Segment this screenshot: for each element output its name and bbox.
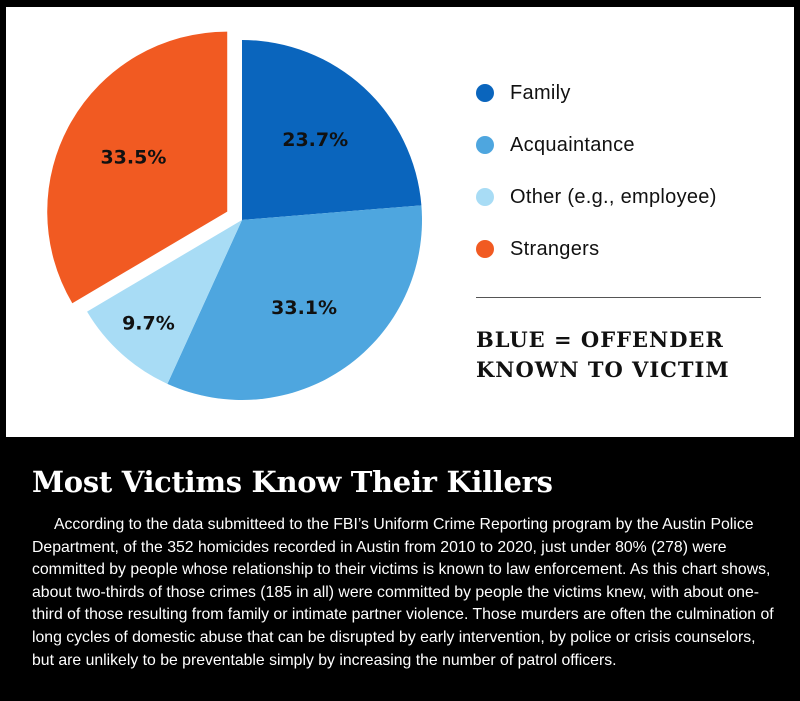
legend-item xyxy=(476,223,786,275)
legend-divider xyxy=(476,297,761,298)
legend-swatch xyxy=(476,188,494,206)
legend-label: Family xyxy=(510,81,571,104)
legend-item xyxy=(476,67,786,119)
slice-label: 9.7% xyxy=(122,312,175,335)
legend-label: Acquaintance xyxy=(510,133,635,156)
article-body: According to the data submitteed to the FBI’s Uniform Crime Reporting program by the Austin Police Department, of the 352 homicides recorded in Austin from 2010 to 2020, just under 80% (278) were committed by people whose relationship to their victims is known to law enforcement. As this chart shows, about two-thirds of those crimes (185 in all) were committed by people the victims knew, with about one-third of those resulting from family or intimate partner violence. Those murders are often the culmination of long cycles of domestic abuse that can be disrupted by early intervention, by police or crisis counselors, but are unlikely to be preventable simply by increasing the number of patrol officers. xyxy=(32,516,774,669)
slice-label: 33.1% xyxy=(271,296,338,319)
legend-swatch xyxy=(476,136,494,154)
chart-panel xyxy=(6,7,794,437)
slice-label: 33.5% xyxy=(100,146,167,169)
pie-chart xyxy=(6,7,466,437)
legend-item xyxy=(476,171,786,223)
slice-label: 23.7% xyxy=(282,129,349,152)
legend-label: Other (e.g., employee) xyxy=(510,185,717,208)
legend-swatch xyxy=(476,240,494,258)
legend-swatch xyxy=(476,84,494,102)
blue-note: BLUE = OFFENDER KNOWN TO VICTIM xyxy=(476,327,730,382)
legend-item xyxy=(476,119,786,171)
article-headline: Most Victims Know Their Killers xyxy=(32,465,553,499)
legend-label: Strangers xyxy=(510,237,600,260)
chart-legend xyxy=(476,67,786,275)
